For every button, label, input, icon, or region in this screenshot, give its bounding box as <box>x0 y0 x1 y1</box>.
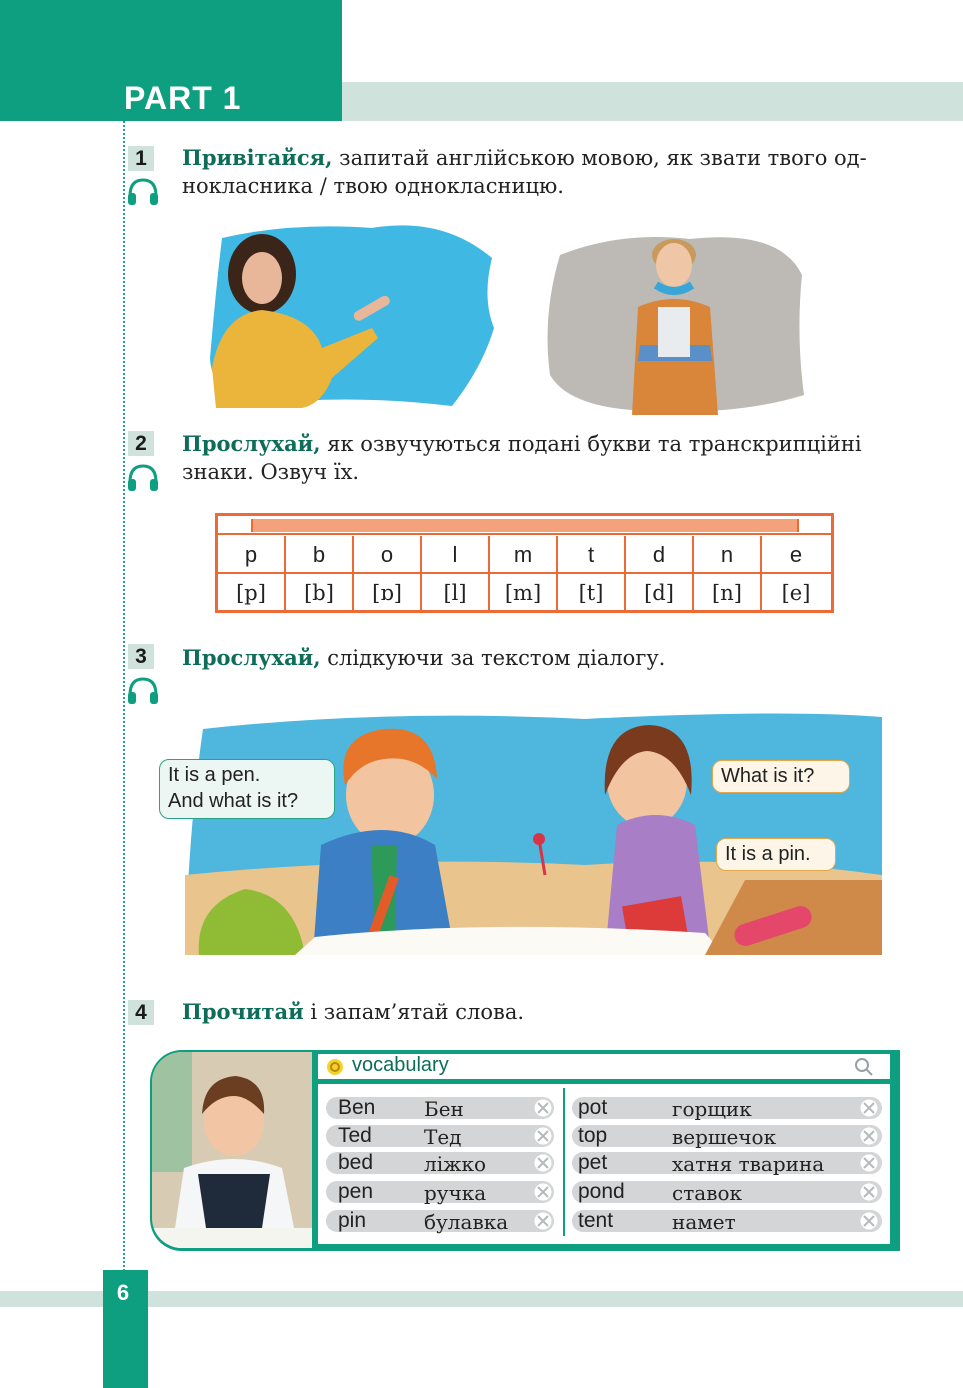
speech-bubble-girl-question <box>712 760 850 793</box>
girl-question: What is it? <box>721 765 815 787</box>
close-icon[interactable] <box>860 1099 878 1117</box>
vocab-english-word: top <box>578 1124 608 1147</box>
letter-cell: e <box>789 542 803 567</box>
transcription-cell: [t] <box>558 574 626 612</box>
task-number-2: 2 <box>128 431 154 456</box>
vocab-ukrainian-word: хатня тварина <box>672 1152 825 1176</box>
task-4-bold: Прочитай <box>182 999 304 1024</box>
letter-cell: b <box>286 536 354 574</box>
close-icon[interactable] <box>860 1183 878 1201</box>
task-1-bold: Привітайся, <box>182 145 333 170</box>
task-number-4: 4 <box>128 1000 154 1025</box>
letter-cell: n <box>694 536 762 574</box>
headphones-icon[interactable] <box>126 176 160 206</box>
vocab-english-word: pot <box>578 1096 608 1119</box>
task-1-text <box>182 144 902 200</box>
task-4-text <box>182 998 902 1026</box>
vocab-english-word: Ted <box>338 1124 372 1147</box>
boy-line-2: And what is it? <box>168 790 299 812</box>
boy-photo <box>540 225 808 415</box>
task-2-line2: знаки. Озвуч їх. <box>182 460 360 484</box>
schoolboy-photo <box>152 1052 312 1248</box>
girl-photo <box>202 218 500 410</box>
vocab-ukrainian-word: горщик <box>672 1097 752 1121</box>
vocab-ukrainian-word: намет <box>672 1210 736 1234</box>
phonics-table-header-strip <box>218 516 831 535</box>
task-2-bold: Прослухай, <box>182 431 321 456</box>
close-icon[interactable] <box>534 1212 552 1230</box>
margin-dotted-line <box>123 121 125 1271</box>
headphones-icon[interactable] <box>126 675 160 705</box>
close-icon[interactable] <box>860 1212 878 1230</box>
transcription-cell: [l] <box>422 574 490 612</box>
task-1-line2: нокласника / твою однокласницю. <box>182 174 564 198</box>
task-3-line1: слідкуючи за текстом діалогу. <box>320 646 666 670</box>
task-number-1: 1 <box>128 146 154 171</box>
close-icon[interactable] <box>534 1127 552 1145</box>
vocab-english-word: Ben <box>338 1096 376 1119</box>
page-number: 6 <box>116 1280 130 1305</box>
transcription-cell: [n] <box>694 574 762 612</box>
task-3-text <box>182 644 902 672</box>
letter-cell: d <box>626 536 694 574</box>
vocab-title: vocabulary <box>352 1054 449 1076</box>
letter-cell: p <box>218 536 286 574</box>
girl-answer: It is a pin. <box>725 843 811 865</box>
close-icon[interactable] <box>860 1154 878 1172</box>
transcription-cell: [e] <box>781 581 811 605</box>
vocab-ukrainian-word: ліжко <box>424 1152 487 1176</box>
vocab-english-word: pet <box>578 1151 608 1174</box>
letter-cell: m <box>490 536 558 574</box>
phonics-table <box>215 513 834 613</box>
letter-cell: l <box>422 536 490 574</box>
transcription-cell: [d] <box>626 574 694 612</box>
headphones-icon[interactable] <box>126 462 160 492</box>
letter-cell: o <box>354 536 422 574</box>
close-icon[interactable] <box>534 1183 552 1201</box>
close-icon[interactable] <box>860 1127 878 1145</box>
transcription-cell: [p] <box>218 574 286 612</box>
transcription-cell: [ɒ] <box>354 574 422 612</box>
speech-bubble-boy <box>159 759 335 819</box>
task-number-3: 3 <box>128 644 154 669</box>
task-2-text <box>182 430 902 486</box>
task-2-line1: як озвучуються подані букви та транскрипційні <box>320 432 862 456</box>
task-1-line1: запитай англійською мовою, як звати твого од- <box>332 146 867 170</box>
boy-line-1: It is a pen. <box>168 764 261 786</box>
dialogue-illustration <box>185 705 882 955</box>
vocab-ukrainian-word: ставок <box>672 1181 742 1205</box>
vocab-ukrainian-word: ручка <box>424 1181 487 1205</box>
header-band <box>342 82 963 121</box>
transcription-cell: [m] <box>490 574 558 612</box>
vocab-english-word: bed <box>338 1151 374 1174</box>
close-icon[interactable] <box>534 1099 552 1117</box>
bullet-icon <box>326 1058 344 1076</box>
transcription-cell: [b] <box>286 574 354 612</box>
vocab-ukrainian-word: Тед <box>424 1125 462 1149</box>
close-icon[interactable] <box>534 1154 552 1172</box>
vocab-divider <box>563 1088 565 1236</box>
vocab-ukrainian-word: вершечок <box>672 1125 777 1149</box>
search-icon[interactable] <box>854 1057 874 1077</box>
task-3-bold: Прослухай, <box>182 645 321 670</box>
vocab-english-word: tent <box>578 1209 614 1232</box>
vocab-english-word: pond <box>578 1180 625 1203</box>
letter-cell: t <box>558 536 626 574</box>
vocab-english-word: pen <box>338 1180 374 1203</box>
task-4-line1: і запам’ятай слова. <box>303 1000 525 1024</box>
vocab-english-word: pin <box>338 1209 367 1232</box>
part-title: PART 1 <box>124 80 242 116</box>
vocab-ukrainian-word: Бен <box>424 1097 464 1121</box>
speech-bubble-girl-answer <box>716 838 836 871</box>
vocab-ukrainian-word: булавка <box>424 1210 509 1234</box>
